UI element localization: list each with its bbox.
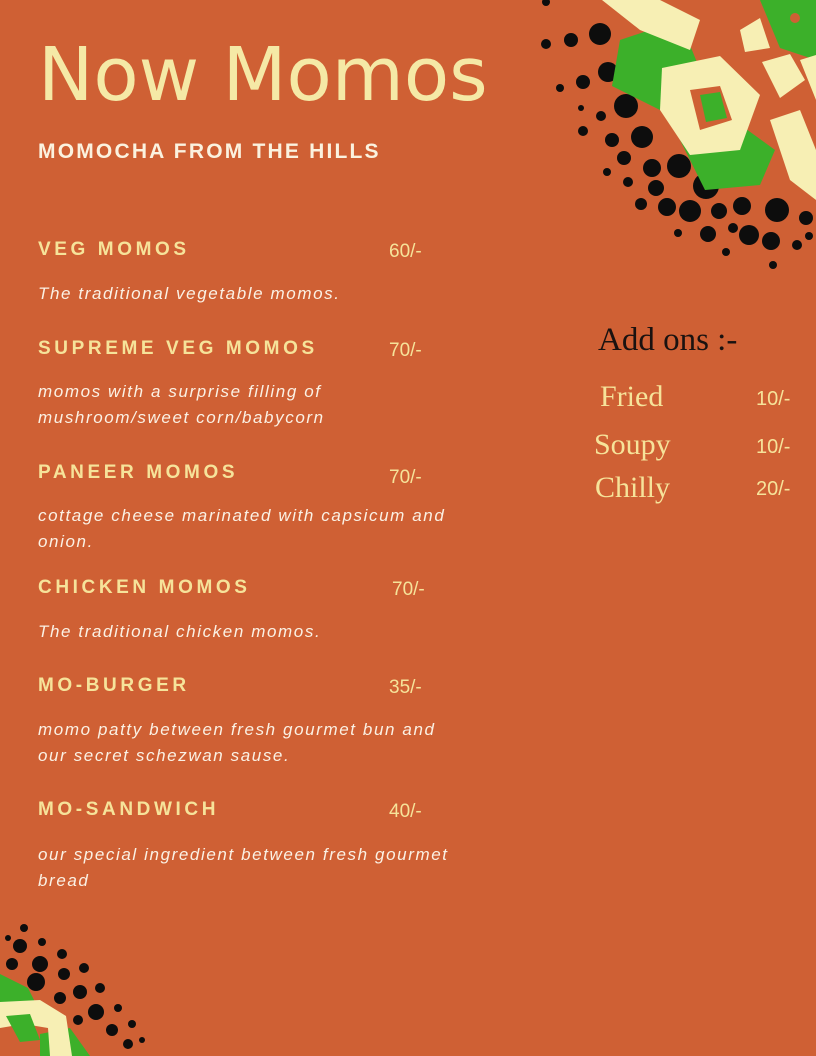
menu-item-description: cottage cheese marinated with capsicum and onion. <box>38 506 446 551</box>
page-subtitle: MOMOCHA FROM THE HILLS <box>38 140 381 163</box>
menu-item-description: momos with a surprise filling of mushroom/sweet corn/babycorn <box>38 382 325 427</box>
addon-price: 10/- <box>756 388 791 410</box>
menu-item-name: SUPREME VEG MOMOS <box>38 338 318 359</box>
menu-item-price: 40/- <box>389 801 422 822</box>
menu-item-price: 70/- <box>389 467 422 488</box>
menu-item-name: CHICKEN MOMOS <box>38 577 251 598</box>
addon-price: 10/- <box>756 436 791 458</box>
menu-item-price: 35/- <box>389 677 422 698</box>
menu-item-description: our special ingredient between fresh gourmet bread <box>38 845 449 890</box>
menu-item-name: VEG MOMOS <box>38 239 190 260</box>
menu-item-name: MO-SANDWICH <box>38 799 220 820</box>
addons-title: Add ons :- <box>598 322 738 358</box>
menu-item-description: The traditional chicken momos. <box>38 622 322 641</box>
menu-item-price: 70/- <box>392 579 425 600</box>
page-title: Now Momos <box>38 32 488 118</box>
addon-name: Soupy <box>594 428 671 461</box>
addon-price: 20/- <box>756 478 791 500</box>
menu-item-price: 60/- <box>389 241 422 262</box>
bottom-left-decoration <box>0 916 160 1056</box>
menu-item-name: PANEER MOMOS <box>38 462 239 483</box>
addon-name: Fried <box>600 380 664 413</box>
menu-item-description: momo patty between fresh gourmet bun and our secret schezwan sause. <box>38 720 436 765</box>
menu-item-price: 70/- <box>389 340 422 361</box>
menu-item-name: MO-BURGER <box>38 675 190 696</box>
menu-item-description: The traditional vegetable momos. <box>38 284 341 303</box>
addon-name: Chilly <box>595 471 671 504</box>
